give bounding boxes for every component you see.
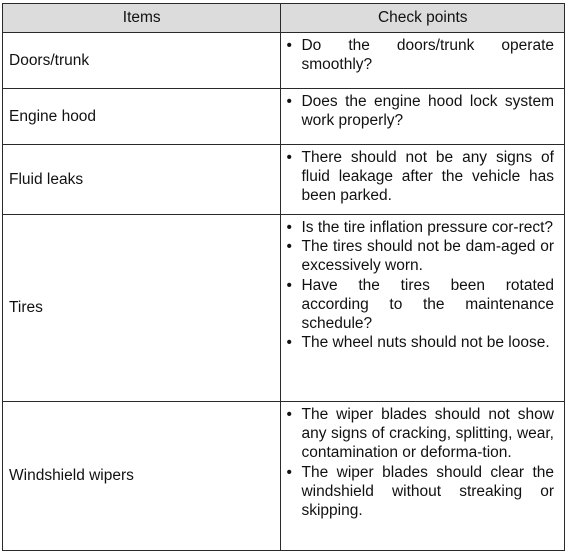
- check-point-text: The wiper blades should not show any signs of cracking, splitting, wear, contamination or deforma-tion.: [301, 406, 554, 462]
- bullet-icon: •: [286, 334, 292, 352]
- bullet-icon: •: [286, 406, 292, 423]
- bullet-icon: •: [286, 37, 292, 54]
- check-point: [281, 148, 554, 206]
- table-row: [3, 89, 565, 145]
- check-point-text: Have the tires been rotated according to the maintenance schedule?: [301, 276, 554, 333]
- check-point-text: Do the doors/trunk operate smoothly?: [301, 37, 554, 74]
- item-windshield-wipers: Windshield wipers: [3, 402, 281, 551]
- header-row: [3, 4, 565, 33]
- bullet-icon: •: [286, 149, 292, 166]
- table-row: [3, 33, 565, 89]
- check-point: [281, 405, 554, 463]
- check-point: [281, 333, 554, 352]
- check-point: [281, 237, 554, 275]
- check-point: [281, 92, 554, 130]
- check-point-text: Does the engine hood lock system work properly?: [301, 93, 554, 130]
- header-check-points: Check points: [281, 4, 565, 33]
- bullet-icon: •: [286, 463, 292, 481]
- item-doors-trunk: Doors/trunk: [3, 33, 281, 89]
- check-point-text: Is the tire inflation pressure cor-rect?: [301, 219, 554, 236]
- check-point: [281, 276, 554, 334]
- check-point-text: The wiper blades should clear the windshield without streaking or skipping.: [301, 463, 554, 520]
- item-fluid-leaks: Fluid leaks: [3, 145, 281, 215]
- check-points-cell: [281, 402, 565, 551]
- check-points-cell: [281, 33, 565, 89]
- check-points-cell: [281, 145, 565, 215]
- check-point: [281, 36, 554, 74]
- item-tires: Tires: [3, 215, 281, 402]
- item-engine-hood: Engine hood: [3, 89, 281, 145]
- bullet-icon: •: [286, 276, 292, 294]
- bullet-icon: •: [286, 219, 292, 236]
- check-point-text: There should not be any signs of fluid leakage after the vehicle has been parked.: [301, 149, 554, 205]
- check-point-text: The tires should not be dam-aged or excessively worn.: [301, 238, 554, 275]
- table-row: [3, 402, 565, 551]
- check-point: [281, 218, 554, 237]
- check-points-cell: [281, 89, 565, 145]
- header-items: Items: [3, 4, 281, 33]
- bullet-icon: •: [286, 238, 292, 256]
- table-row: [3, 145, 565, 215]
- check-point: [281, 463, 554, 521]
- bullet-icon: •: [286, 93, 292, 110]
- inspection-table: [2, 3, 565, 551]
- check-point-text: The wheel nuts should not be loose.: [301, 334, 550, 352]
- table-row: [3, 215, 565, 402]
- check-points-cell: [281, 215, 565, 402]
